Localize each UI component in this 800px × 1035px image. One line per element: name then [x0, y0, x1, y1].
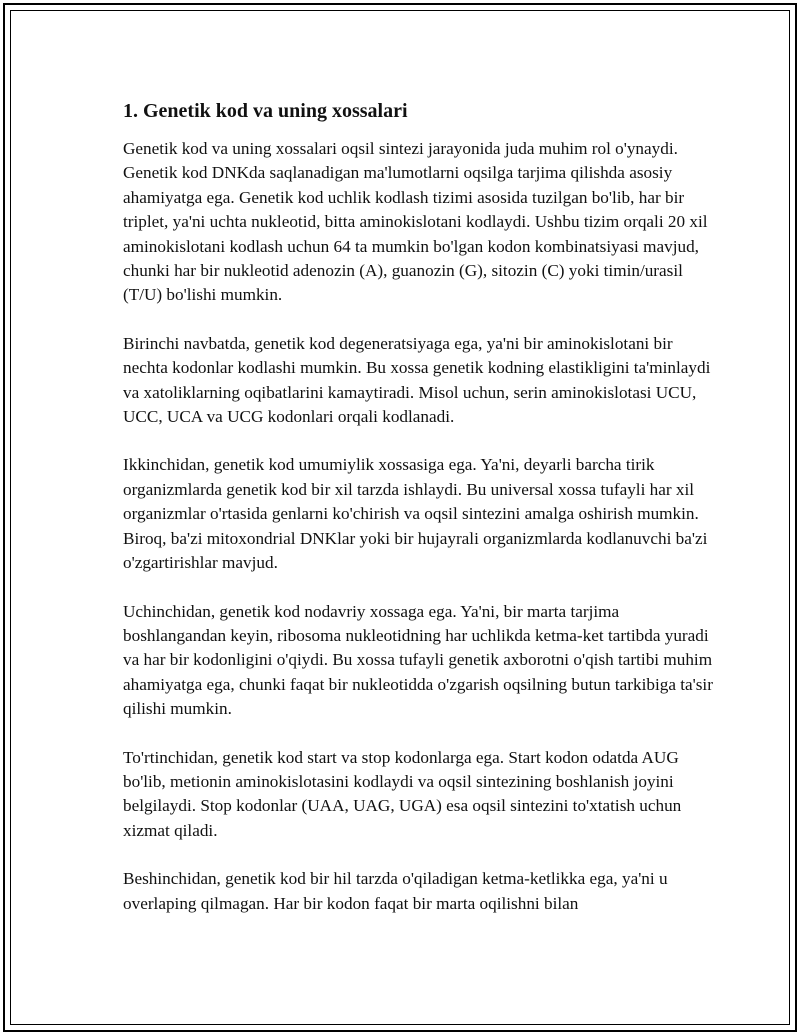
paragraph-start-stop-codons: To'rtinchidan, genetik kod start va stop kodonlarga ega. Start kodon odatda AUG bo'lib, metionin aminokislotasini kodlaydi va oqsil sintezining boshlanish joyini belgilaydi. Stop kodonlar (UAA, UAG, UGA) esa oqsil sintezini to'xtatish uchun xizmat qiladi. — [123, 747, 682, 840]
paragraph-degeneracy: Birinchi navbatda, genetik kod degeneratsiyaga ega, ya'ni bir aminokislotani bir nechta kodonlar kodlashi mumkin. Bu xossa genetik kodning elastikligini ta'minlaydi va xatoliklarning oqibatlarini kamaytiradi. Misol uchun, serin aminokislotasi UCU, UCC, UCA va UCG kodonlari orqali kodlanadi. — [123, 333, 711, 427]
paragraph-non-overlapping-reading: Uchinchidan, genetik kod nodavriy xossaga ega. Ya'ni, bir marta tarjima boshlangandan keyin, ribosoma nukleotidning har uchlikda ketma-ket tartibda yuradi va har bir kodonligini o'qiydi. Bu xossa tufayli genetik axborotni o'qish tartibi muhim ahamiyatga ega, chunki faqat bir nukleotidda o'zgarish oqsilning butun tarkibiga ta'sir qilishi mumkin. — [123, 601, 713, 719]
paragraph-continuity: Beshinchidan, genetik kod bir hil tarzda o'qiladigan ketma-ketlikka ega, ya'ni u overlaping qilmagan. Har bir kodon faqat bir marta oqilishni bilan — [123, 869, 668, 913]
paragraph-universality: Ikkinchidan, genetik kod umumiylik xossasiga ega. Ya'ni, deyarli barcha tirik organizmlarda genetik kod bir xil tarzda ishlaydi. Bu universal xossa tufayli har xil organizmlar o'rtasida genlarni ko'chirish va oqsil sintezini amalga oshirish mumkin. Biroq, ba'zi mitoxondrial DNKlar yoki bir hujayrali organizmlarda kodlanuvchi ba'zi o'zgartirishlar mavjud. — [123, 455, 708, 573]
page-frame — [3, 3, 797, 1032]
section-title: 1. Genetik kod va uning xossalari — [123, 100, 408, 122]
document-body — [123, 99, 713, 940]
paragraph-intro: Genetik kod va uning xossalari oqsil sintezi jarayonida juda muhim rol o'ynaydi. Genetik kod DNKda saqlanadigan ma'lumotlarni oqsilga tarjima qilishda asosiy ahamiyatga ega. Genetik kod uchlik kodlash tizimi asosida tuzilgan bo'lib, har bir triplet, ya'ni uchta nukleotid, bitta aminokislotani kodlaydi. Ushbu tizim orqali 20 xil aminokislotani kodlash uchun 64 ta mumkin bo'lgan kodon kombinatsiyasi mavjud, chunki har bir nukleotid adenozin (A), guanozin (G), sitozin (C) yoki timin/urasil (T/U) bo'lishi mumkin. — [123, 139, 708, 305]
